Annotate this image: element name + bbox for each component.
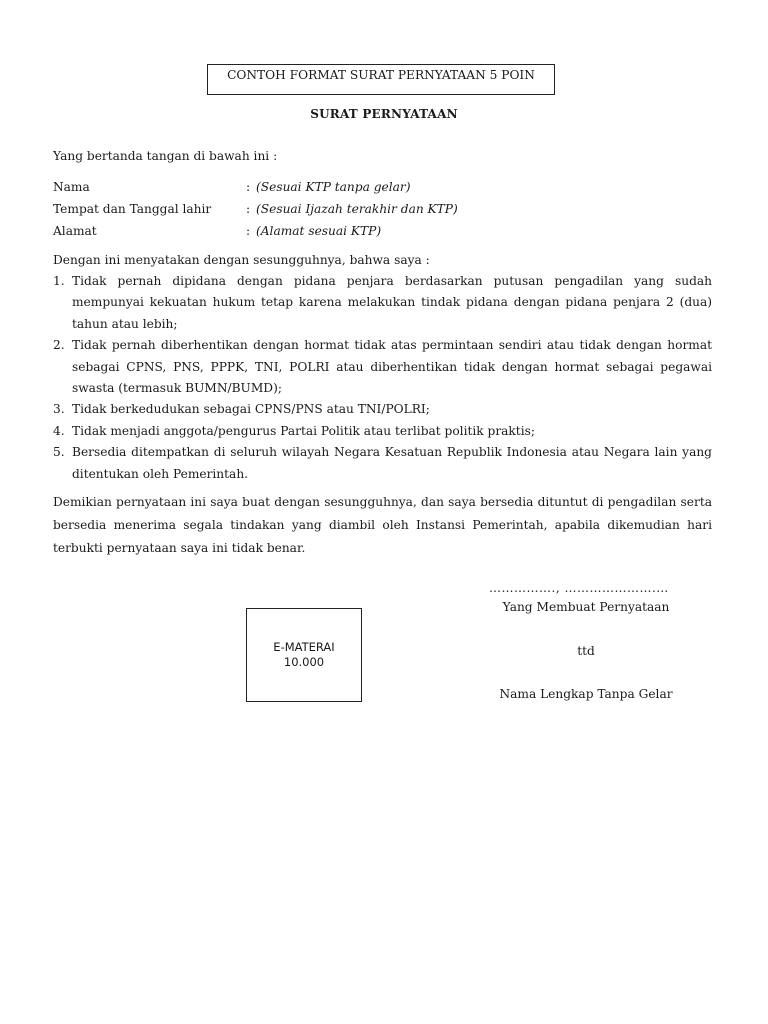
identity-label: Tempat dan Tanggal lahir	[53, 202, 212, 216]
point-number: 1.	[53, 274, 65, 288]
intro-text: Yang bertanda tangan di bawah ini :	[53, 149, 278, 163]
signer-title: Yang Membuat Pernyataan	[502, 600, 670, 614]
identity-row-birth	[53, 198, 713, 220]
place-date-line: ……………., ………………….…	[489, 581, 669, 595]
point-text: Tidak menjadi anggota/pengurus Partai Politik atau terlibat politik praktis;	[72, 423, 535, 438]
point-text: Tidak pernah dipidana dengan pidana penjara berdasarkan putusan pengadilan yang sudah mempunyai kekuatan hukum tetap karena melakukan tindak pidana dengan pidana penjara 2 (dua) tahun atau lebih;	[72, 274, 712, 331]
statement-point	[53, 421, 712, 442]
closing-paragraph: Demikian pernyataan ini saya buat dengan sesungguhnya, dan saya bersedia dituntut di pengadilan serta bersedia menerima segala tindakan yang diambil oleh Instansi Pemerintah, apabila dikemudian hari terbukti pernyataan saya ini tidak benar.	[53, 495, 712, 555]
materai-value: 10.000	[283, 655, 325, 669]
e-materai-box	[246, 608, 362, 702]
point-number: 4.	[53, 423, 65, 438]
identity-colon: :	[246, 224, 251, 238]
identity-label: Alamat	[53, 224, 97, 238]
document-label-box	[207, 64, 555, 95]
statement-point	[53, 399, 712, 420]
letter-heading: SURAT PERNYATAAN	[310, 107, 458, 121]
document-label: CONTOH FORMAT SURAT PERNYATAAN 5 POIN	[227, 68, 535, 82]
materai-label: E-MATERAI	[273, 640, 335, 654]
identity-colon: :	[246, 202, 251, 216]
statement-point	[53, 442, 712, 485]
signature-text: ttd	[577, 644, 595, 658]
identity-row-address	[53, 220, 713, 242]
identity-section	[53, 176, 713, 242]
point-text: Bersedia ditempatkan di seluruh wilayah Negara Kesatuan Republik Indonesia atau Negara lain yang ditentukan oleh Pemerintah.	[72, 445, 712, 481]
identity-value: (Sesuai Ijazah terakhir dan KTP)	[256, 202, 458, 216]
statement-point	[53, 271, 712, 335]
signer-name: Nama Lengkap Tanpa Gelar	[499, 687, 673, 701]
point-number: 5.	[53, 445, 65, 460]
statement-intro: Dengan ini menyatakan dengan sesungguhnya, bahwa saya :	[53, 253, 430, 267]
identity-row-name	[53, 176, 713, 198]
statement-point	[53, 335, 712, 399]
identity-value: (Sesuai KTP tanpa gelar)	[256, 180, 411, 194]
identity-label: Nama	[53, 180, 90, 194]
point-text: Tidak pernah diberhentikan dengan hormat tidak atas permintaan sendiri atau tidak dengan hormat sebagai CPNS, PNS, PPPK, TNI, POLRI atau diberhentikan tidak dengan hormat sebagai pegawai swasta (termasuk BUMN/BUMD);	[72, 338, 712, 396]
identity-value: (Alamat sesuai KTP)	[256, 224, 382, 238]
statement-points	[53, 271, 712, 485]
point-number: 2.	[53, 338, 65, 353]
point-number: 3.	[53, 402, 65, 417]
identity-colon: :	[246, 180, 251, 194]
point-text: Tidak berkedudukan sebagai CPNS/PNS atau TNI/POLRI;	[72, 402, 430, 417]
